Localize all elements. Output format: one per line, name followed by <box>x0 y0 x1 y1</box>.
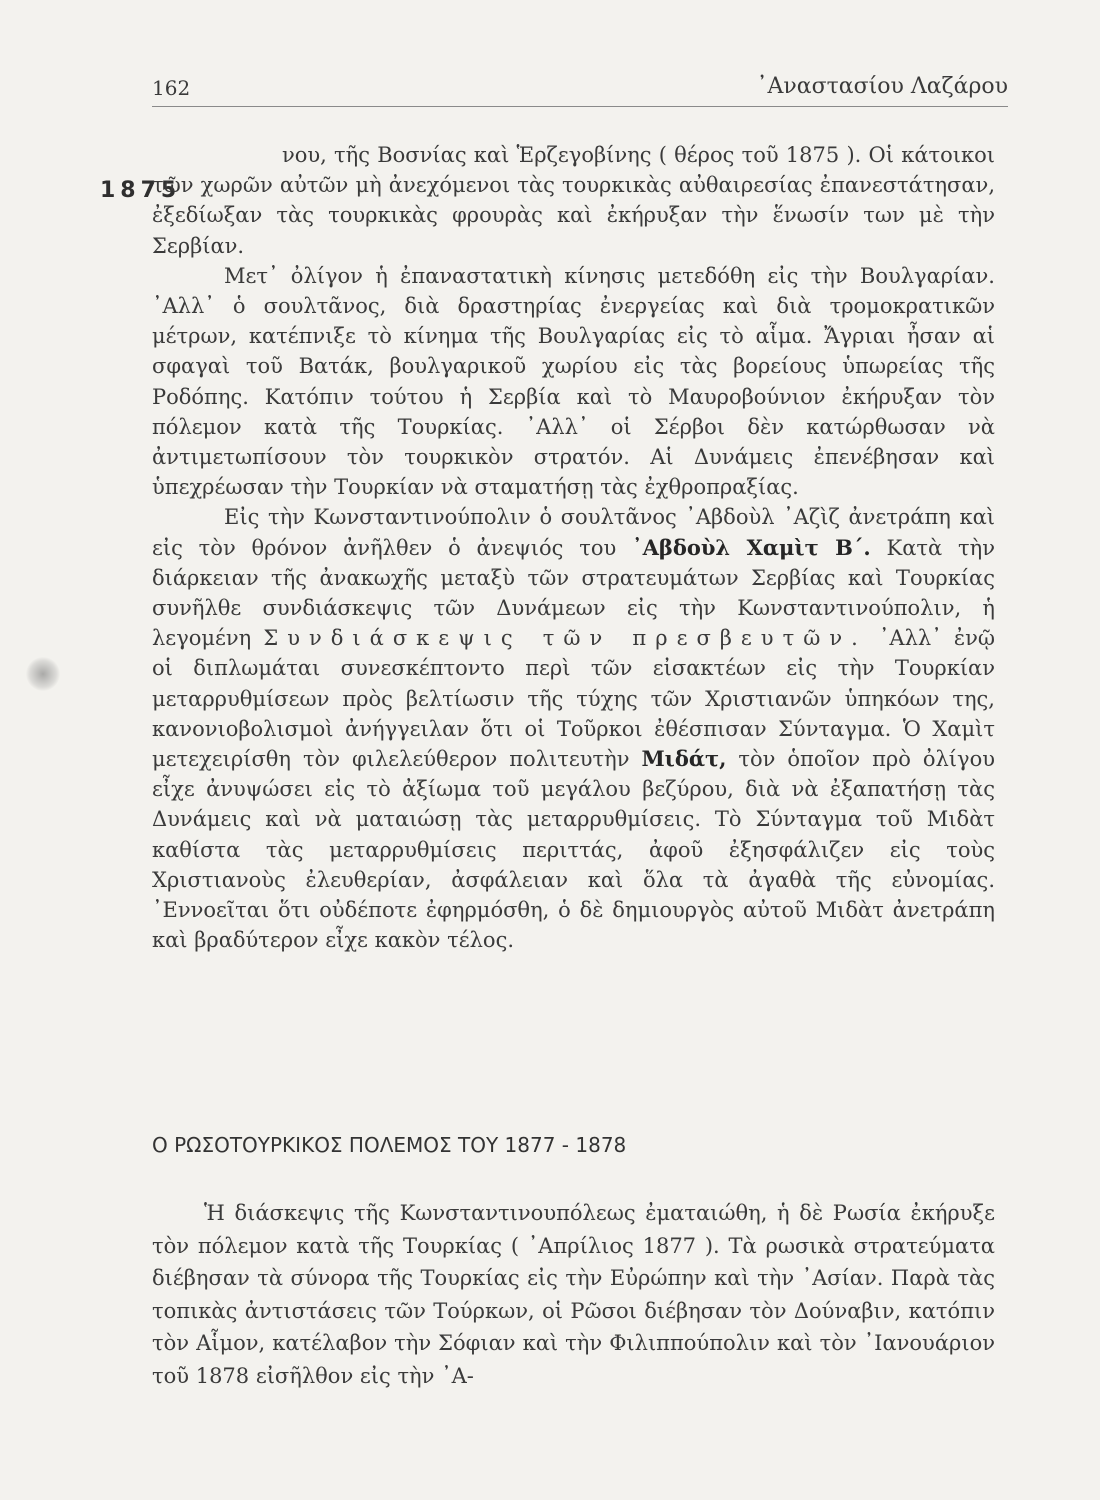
section-heading: Ο ΡΩΣΟΤΟΥΡΚΙΚΟΣ ΠΟΛΕΜΟΣ ΤΟΥ 1877 - 1878 <box>152 1133 627 1157</box>
text-run: τὸν ὁποῖον πρὸ ὀλίγου εἶχε ἀνυψώσει εἰς τὸ ἀξίωμα τοῦ μεγάλου βεζύρου, διὰ νὰ ἐξαπατήσῃ τὰς Δυνάμεις καὶ νὰ ματαιώσῃ τὰς μεταρρυθμίσεις. Τὸ Σύνταγμα τοῦ Μιδὰτ καθίστα τὰς μεταρρυθμίσεις περιττάς, ἀφοῦ ἐξησφάλιζεν εἰς τοὺς Χριστιανοὺς ἐλευθερίαν, ἀσφάλειαν καὶ ὅλα τὰ ἀγαθὰ τῆς εὐνομίας. ᾿Εννοεῖται ὅτι οὐδέποτε ἐφηρμόσθη, ὁ δὲ δημιουργὸς αὐτοῦ Μιδὰτ ἀνετράπη καὶ βραδύτερον εἶχε κακὸν τέλος. <box>152 747 995 953</box>
margin-year-note: 1875 <box>100 178 182 203</box>
section-2-text <box>152 1197 995 1392</box>
page-smudge <box>26 657 60 691</box>
text-run: ᾿Αλλ᾿ ἐνῷ οἱ διπλωμάται συνεσκέπτοντο περὶ τῶν εἰσακτέων εἰς τὴν Τουρκίαν μεταρρυθμίσεων πρὸς βελτίωσιν τῆς τύχης τῶν Χριστιανῶν ὑπηκόων της, κανονιοβολισμοὶ ἀνήγγειλαν ὅτι οἱ Τοῦρκοι ἐθέσπισαν Σύνταγμα. Ὁ Χαμὶτ μετεχειρίσθη τὸν φιλελεύθερον πολιτευτὴν <box>152 626 995 772</box>
page-header <box>152 72 1008 106</box>
bold-name-midhat: Μιδάτ, <box>641 746 727 772</box>
paragraph-bulgaria: Μετ᾿ ὀλίγον ἡ ἐπαναστατικὴ κίνησις μετεδόθη εἰς τὴν Βουλγαρίαν. ᾿Αλλ᾿ ὁ σουλτᾶνος, διὰ δραστηρίας ἐνεργείας καὶ διὰ τρομοκρατικῶν μέτρων, κατέπνιξε τὸ κίνημα τῆς Βουλγαρίας εἰς τὸ αἷμα. Ἄγριαι ἦσαν αἱ σφαγαὶ τοῦ Βατάκ, βουλγαρικοῦ χωρίου εἰς τὰς βορείους ὑπωρείας τῆς Ροδόπης. Κατόπιν τούτου ἡ Σερβία καὶ τὸ Μαυροβούνιον ἐκήρυξαν τὸν πόλεμον κατὰ τῆς Τουρκίας. ᾿Αλλ᾿ οἱ Σέρβοι δὲν κατώρθωσαν νὰ ἀντιμετωπίσουν τὸν τουρκικὸν στρατόν. Αἱ Δυνάμεις ἐπενέβησαν καὶ ὑπεχρέωσαν τὴν Τουρκίαν νὰ σταματήσῃ τὰς ἐχθροπραξίας. <box>152 263 995 500</box>
paragraph-russo-turkish-war: Ἡ διάσκεψις τῆς Κωνσταντινουπόλεως ἐματαιώθη, ἡ δὲ Ρωσία ἐκήρυξε τὸν πόλεμον κατὰ τῆς Τουρκίας ( ᾿Απρίλιος 1877 ). Τὰ ρωσικὰ στρατεύματα διέβησαν τὰ σύνορα τῆς Τουρκίας εἰς τὴν Εὐρώπην καὶ τὴν ᾿Ασίαν. Παρὰ τὰς τοπικὰς ἀντιστάσεις τῶν Τούρκων, οἱ Ρῶσοι διέβησαν τὸν Δούναβιν, κατόπιν τὸν Αἷμον, κατέλαβον τὴν Σόφιαν καὶ τὴν Φιλιππούπολιν καὶ τὸν ᾿Ιανουάριον τοῦ 1878 εἰσῆλθον εἰς τὴν ᾿Α- <box>152 1201 995 1388</box>
header-rule <box>152 106 1008 107</box>
running-head: ᾿Αναστασίου Λαζάρου <box>756 74 1008 99</box>
text-run: Κατὰ τὴν διάρκειαν τῆς ἀνακωχῆς μεταξὺ τῶν στρατευμάτων Σερβίας καὶ Τουρκίας συνῆλθε συνδιάσκεψις τῶν Δυνάμεων εἰς τὴν Κωνσταντινούπολιν, ἡ λεγομένη <box>152 535 995 651</box>
paragraph-constantinople <box>152 502 995 955</box>
paragraph-bosnia: νου, τῆς Βοσνίας καὶ Ἑρζεγοβίνης ( θέρος τοῦ 1875 ). Οἱ κάτοικοι τῶν χωρῶν αὐτῶν μὴ ἀνεχόμενοι τὰς τουρκικὰς αὐθαιρεσίας ἐπανεστάτησαν, ἐξεδίωξαν τὰς τουρκικὰς φρουρὰς καὶ ἐκήρυξαν τὴν ἕνωσίν των μὲ τὴν Σερβίαν. <box>152 143 995 258</box>
text-run: Εἰς τὴν Κωνσταντινούπολιν ὁ σουλτᾶνος ᾿Αβδοὺλ ᾿Αζὶζ ἀνετράπη καὶ εἰς τὸν θρόνον ἀνῆλθεν ὁ ἀνεψιός του <box>152 505 995 560</box>
section-1-text <box>152 140 995 955</box>
spaced-term-conference: Συνδιάσκεψις τῶν πρεσβευτῶν. <box>263 626 867 651</box>
page-number: 162 <box>152 76 191 100</box>
bold-name-abdul-hamid: ᾿Αβδοὺλ Χαμὶτ Β΄. <box>632 534 871 560</box>
